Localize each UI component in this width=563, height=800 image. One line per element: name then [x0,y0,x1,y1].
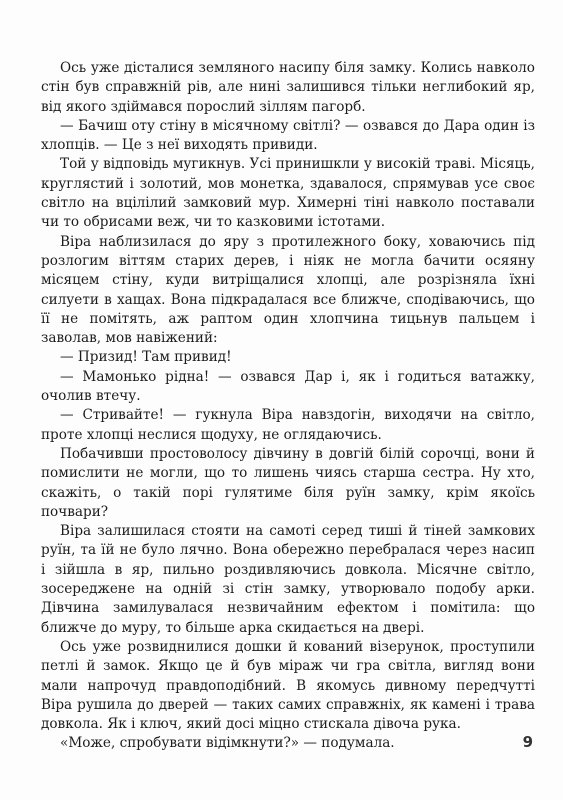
paragraph: — Мамонько рідна! — озвався Дар і, як і годиться ватажку, очолив втечу. [41,368,535,405]
paragraph: Ось уже розвиднилися дошки й кований візерунок, проступили петлі й замок. Якщо це й був міраж чи гра світла, вигляд вони мали напрочуд правдоподібний. В якомусь дивному передчутті Віра рушила до дверей — таких самих справжніх, як камені і трава довкола. Як і ключ, який досі міцно стискала дівоча рука. [41,638,535,733]
paragraph: Віра наблизилася до яру з протилежного боку, ховаючись під розлогим віттям старих дерев, і ніяк не могла бачити осяяну місяцем стіну, куди витріщалися хлопці, але розрізняла їхні силуети в хащах. Вона підкрадалася все ближче, сподіваючись, що її не помітять, аж раптом один хлопчина тицьнув пальцем і заволав, мов навіжений: [41,233,535,347]
paragraph: Ось уже дісталися земляного насипу біля замку. Колись навколо стін був справжній рів, але нині залишився тільки неглибокий яр, від якого здіймався порослий зіллям пагорб. [41,60,535,115]
paragraph: — Призид! Там привид! [60,349,232,366]
paragraph: Віра залишилася стояти на самоті серед тиші й тіней замкових руїн, та їй не було лячно. Вона обережно перебралася через насип і зійшла в яр, пильно роздивляючись довкола. Місячне світло, зосереджене на одній зі стін замку, утворювало подобу арки. Дівчина замилувалася незвичайним ефектом і помітила: що ближче до муру, то більше арка скидається на двері. [41,523,535,636]
paragraph: — Бачиш оту стіну в місячному світлі? — озвався до Дара один із хлопців. — Це з неї виходять привиди. [41,117,535,154]
page-number: 9 [522,733,533,751]
paragraph: — Стривайте! — гукнула Віра навздогін, виходячи на світло, проте хлопці неслися щодуху, не оглядаючись. [41,407,535,443]
paragraph: Той у відповідь мугикнув. Усі принишкли у високій траві. Місяць, круглястий і золотий, мов монетка, здавалося, спрямував усе своє світло на вцілілий замковий мур. Химерні тіні навколо поставали чи то обрисами веж, чи то казковими істотами. [41,156,535,231]
paragraph: Побачивши простоволосу дівчину в довгій білій сорочці, вони й помислити не могли, що то лишень чиясь старша сестра. Ну хто, скажіть, о такій порі гулятиме біля руїн замку, крім якоїсь почвари? [41,445,535,520]
paragraph: «Може, спробувати відімкнути?» — подумала. [60,735,395,752]
body-text [41,59,535,754]
